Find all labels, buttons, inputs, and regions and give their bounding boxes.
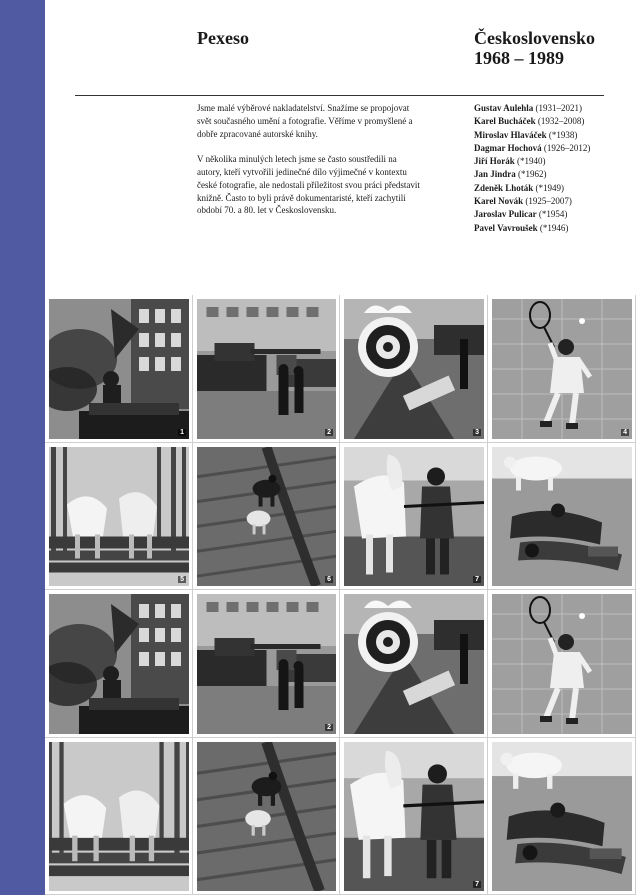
intro-text <box>197 102 422 230</box>
pexeso-card <box>45 443 193 590</box>
intro-paragraph: Jsme malé výběrové nakladatelství. Snažíme se propojovat svět současného umění a fotografie. Věříme v promyšlené a dobře zpracované autorské knihy. <box>197 103 413 139</box>
card-photo-tennis-player <box>492 594 632 734</box>
author-item <box>474 222 634 235</box>
author-item <box>474 142 634 155</box>
title-line: 1968 – 1989 <box>474 48 564 68</box>
author-name: Gustav Aulehla <box>474 103 534 113</box>
pexeso-card <box>45 590 193 738</box>
author-item <box>474 102 634 115</box>
intro-paragraph: V několika minulých letech jsme se často soustředili na autory, kteří vytvořili jedinečné dílo výjimečné v kontextu české fotografie, ale nedostali příležitost svou práci představit knižně. Často to byli právě dokumentaristé, kteří zachytili období 70. a 80. let v Československu. <box>197 154 420 216</box>
pexeso-card <box>193 295 340 443</box>
card-photo-tanks-and-soldiers <box>197 299 336 439</box>
card-photo-women-on-bench <box>49 742 189 891</box>
pexeso-card <box>488 295 636 443</box>
author-years: (1931–2021) <box>535 103 583 113</box>
card-photo-cow-and-sleepers <box>492 742 632 891</box>
author-years: (*1938) <box>548 129 578 140</box>
spine-band <box>0 0 45 895</box>
pexeso-card <box>193 590 340 738</box>
card-photo-man-with-horse <box>344 742 484 891</box>
author-years: (*1946) <box>539 222 569 233</box>
author-name: Jiří Horák <box>474 156 515 167</box>
author-name: Dagmar Hochová <box>474 142 542 153</box>
card-photo-tanks-and-soldiers <box>197 594 336 734</box>
author-item <box>474 195 634 208</box>
card-photo-burning-wheel <box>344 594 484 734</box>
card-photo-protester-on-tank <box>49 594 189 734</box>
author-name: Zdeněk Lhoták <box>474 182 534 193</box>
card-number: 3 <box>475 429 479 436</box>
card-photo-cow-and-sleepers <box>492 447 632 586</box>
card-number: 6 <box>327 576 331 583</box>
title-line: Československo <box>474 28 596 48</box>
author-years: (*1940) <box>517 156 546 167</box>
author-item <box>474 182 634 195</box>
author-name: Jan Jindra <box>474 169 516 180</box>
author-name: Jaroslav Pulicar <box>474 209 537 220</box>
card-photo-man-with-horse <box>344 447 484 586</box>
author-name: Karel Novák <box>474 196 524 207</box>
pexeso-card <box>488 590 636 738</box>
page-title-left: Pexeso <box>197 28 249 48</box>
author-name: Karel Bucháček <box>474 116 536 127</box>
author-years: (*1949) <box>535 182 565 193</box>
pexeso-card <box>488 443 636 590</box>
card-number: 7 <box>475 576 479 583</box>
card-photo-burning-wheel <box>344 299 484 439</box>
card-photo-protester-on-tank <box>49 299 189 439</box>
pexeso-card <box>340 295 488 443</box>
pexeso-card-grid <box>45 295 636 895</box>
pexeso-card <box>340 590 488 738</box>
author-years: (1932–2008) <box>537 116 585 127</box>
card-number: 1 <box>180 429 184 436</box>
author-years: (*1954) <box>538 209 568 220</box>
author-name: Miroslav Hlaváček <box>474 129 547 140</box>
divider-rule <box>75 95 604 96</box>
pexeso-card <box>193 738 340 895</box>
author-item <box>474 155 634 168</box>
author-name: Pavel Vavroušek <box>474 222 538 233</box>
pexeso-card <box>340 738 488 895</box>
pexeso-card <box>45 738 193 895</box>
authors-list <box>474 102 634 235</box>
card-photo-tennis-player <box>492 299 632 439</box>
page-title-right <box>474 28 595 68</box>
card-number: 2 <box>327 429 331 436</box>
author-item <box>474 208 634 221</box>
card-number: 5 <box>180 576 184 583</box>
author-item <box>474 115 634 128</box>
card-number: 2 <box>327 724 331 731</box>
card-photo-women-on-bench <box>49 447 189 586</box>
author-years: (1925–2007) <box>525 196 572 207</box>
author-item <box>474 129 634 142</box>
author-item <box>474 168 634 181</box>
pexeso-card <box>488 738 636 895</box>
card-photo-ploughing-field <box>197 447 336 586</box>
card-photo-ploughing-field <box>197 742 336 891</box>
author-years: (1926–2012) <box>543 142 591 153</box>
author-years: (*1962) <box>518 169 547 180</box>
card-number: 7 <box>475 881 479 888</box>
pexeso-card <box>193 443 340 590</box>
card-number: 4 <box>623 429 627 436</box>
pexeso-card <box>340 443 488 590</box>
pexeso-card <box>45 295 193 443</box>
